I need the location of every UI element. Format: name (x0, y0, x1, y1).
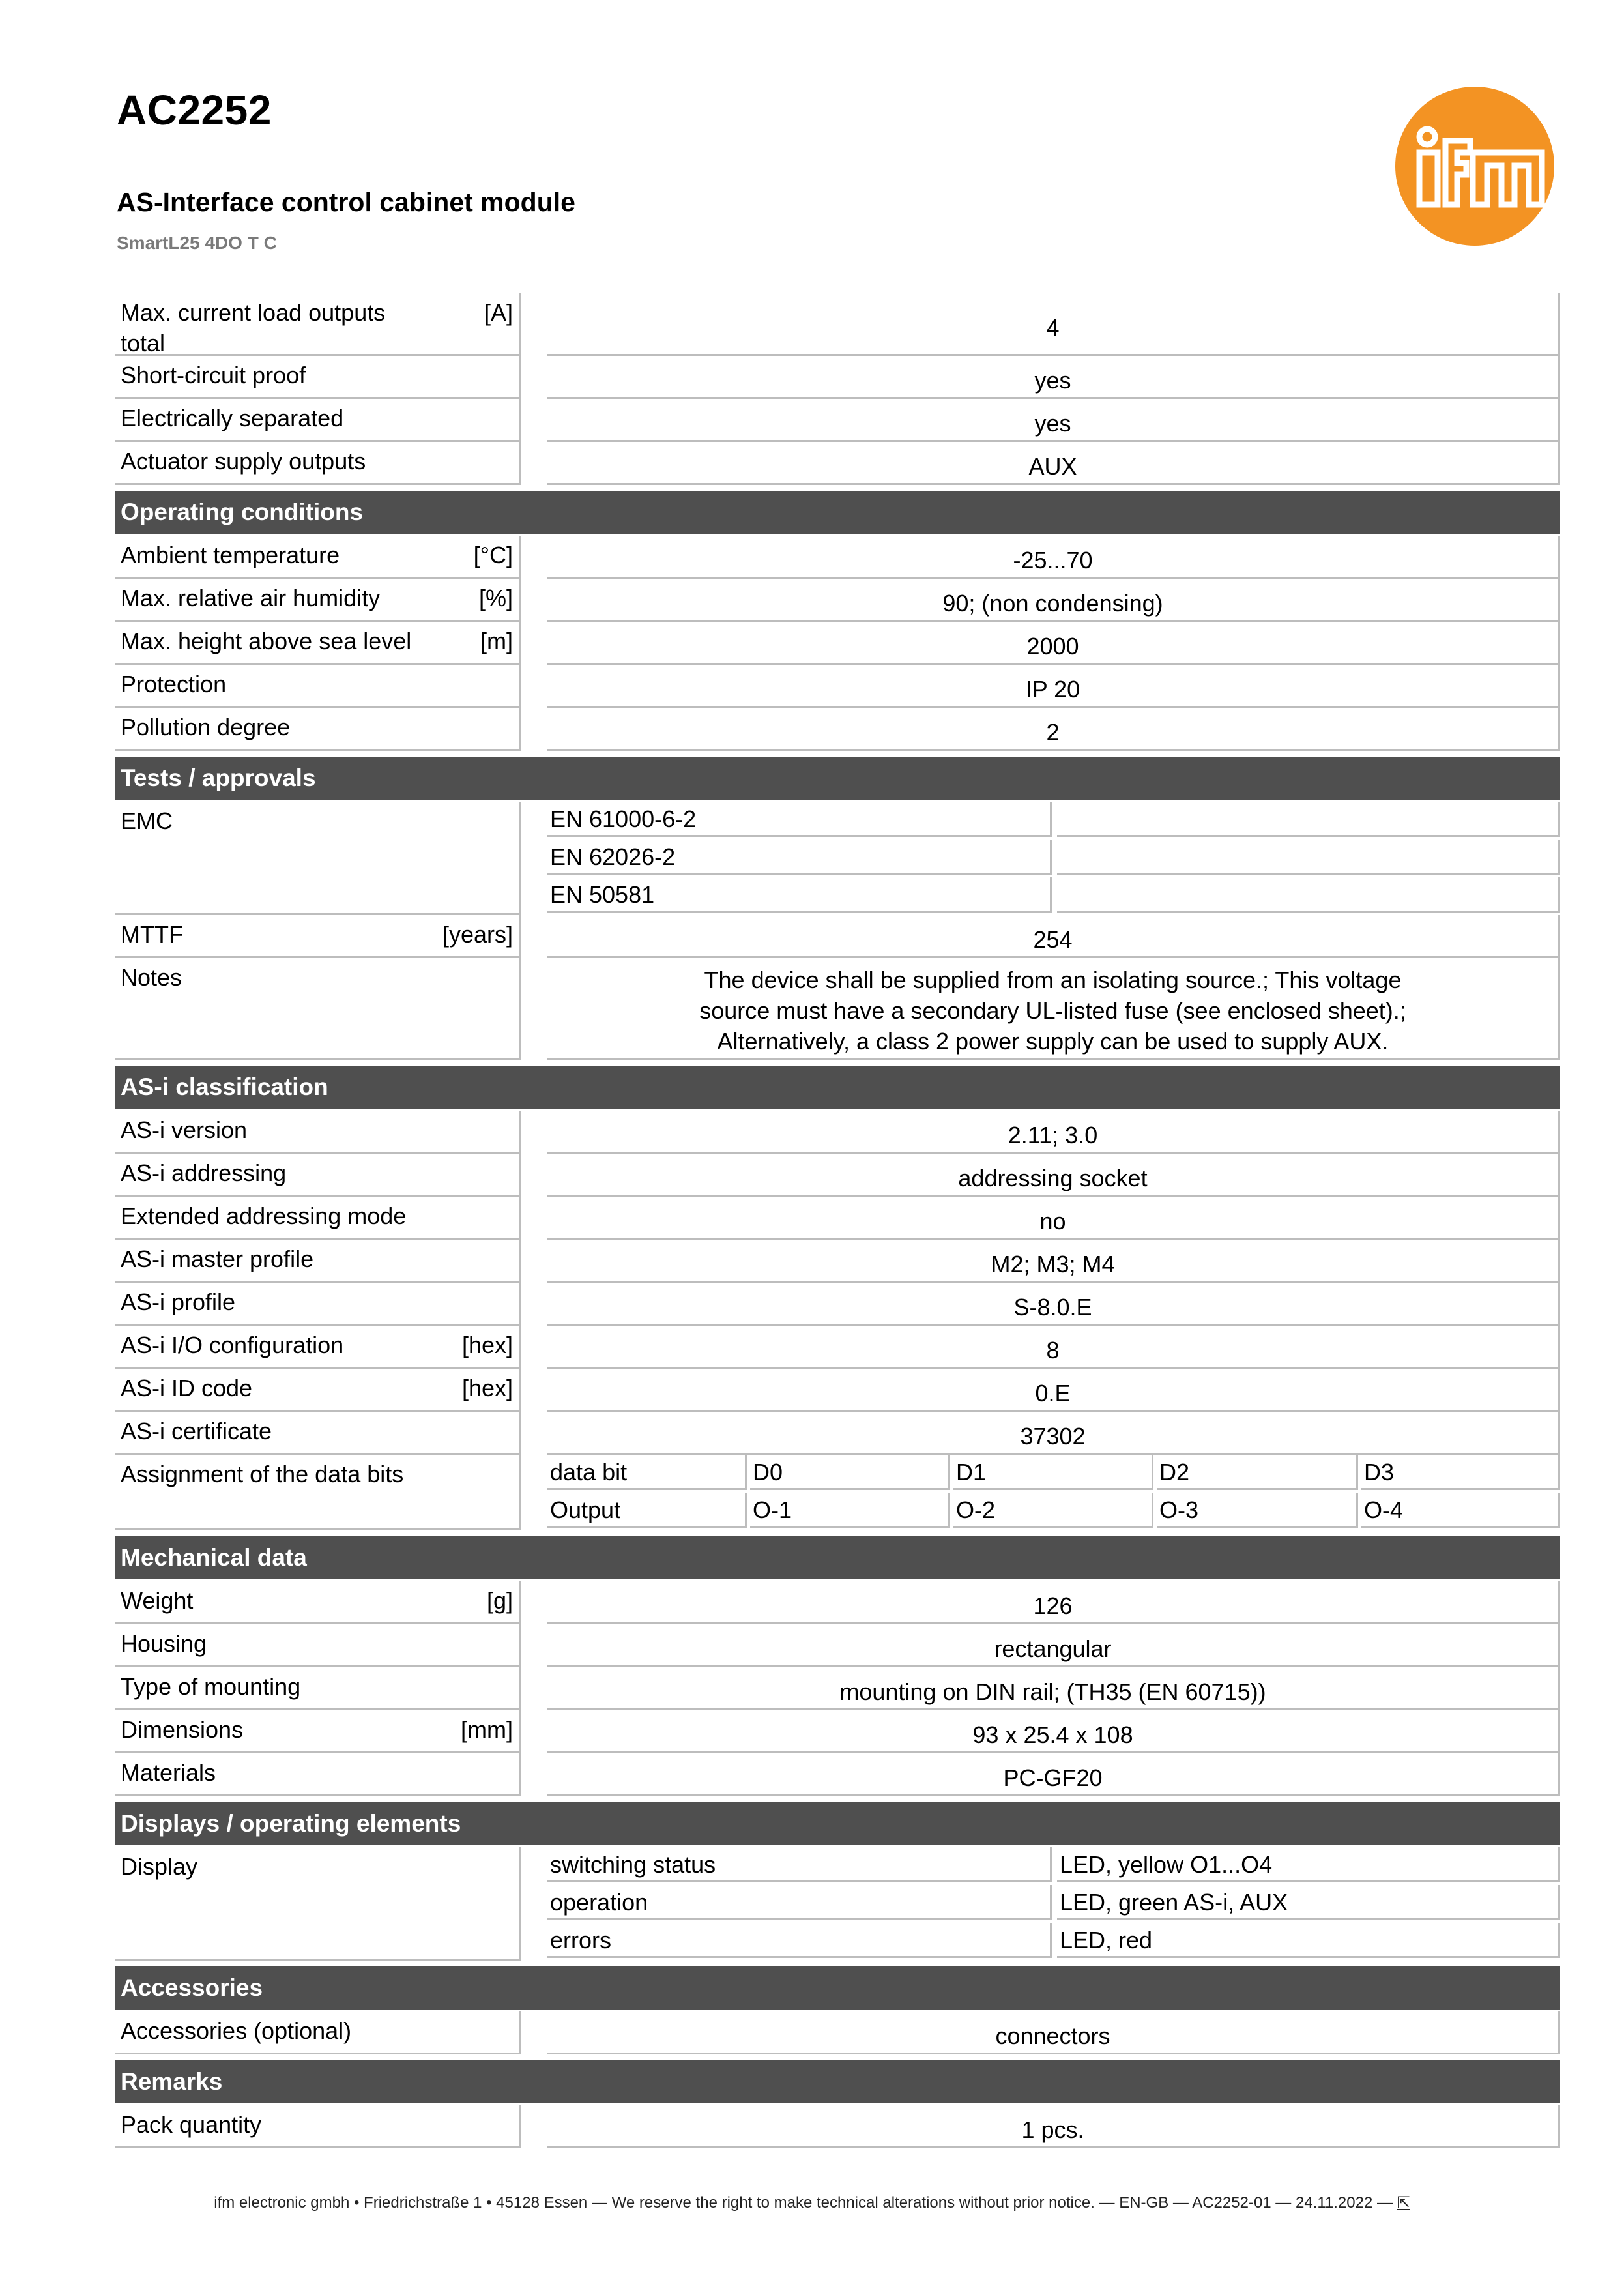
spec-row-actuator-supply (115, 442, 1560, 485)
section-heading-accessories: Accessories (115, 1966, 1560, 2010)
spec-value: -25...70 (547, 536, 1560, 579)
spec-unit: [hex] (461, 1375, 513, 1401)
spec-row-asi-master-profile (115, 1240, 1560, 1283)
spec-label: Assignment of the data bits (121, 1461, 404, 1487)
spec-label: AS-i master profile (121, 1246, 314, 1272)
spec-row-short-circuit (115, 356, 1560, 399)
spec-value: no (547, 1197, 1560, 1240)
spec-unit: [%] (478, 585, 513, 611)
footer-text: ifm electronic gmbh • Friedrichstraße 1 • 45128 Essen — We reserve the right to make technical alterations without prior notice. — EN-GB — AC2252-01 — 24.11.2022 — (214, 2194, 1393, 2212)
product-code: AC2252 (117, 87, 272, 134)
spec-value: yes (547, 356, 1560, 399)
section-heading-displays: Displays / operating elements (115, 1802, 1560, 1845)
data-bits-cell: D2 (1157, 1455, 1358, 1490)
spec-unit: [years] (442, 921, 513, 948)
spec-value: PC-GF20 (547, 1753, 1560, 1796)
data-bits-cell: O-4 (1361, 1493, 1560, 1528)
spec-label: Max. height above sea level (121, 628, 412, 654)
spec-value: 37302 (547, 1412, 1560, 1455)
spec-row-weight (115, 1581, 1560, 1624)
data-bits-cell: O-1 (750, 1493, 950, 1528)
spec-label: AS-i addressing (121, 1160, 287, 1186)
spec-label: Actuator supply outputs (121, 448, 366, 475)
spec-value: addressing socket (547, 1154, 1560, 1197)
spec-row-extended-addressing (115, 1197, 1560, 1240)
spec-unit: [A] (484, 299, 513, 326)
spec-unit: [m] (480, 628, 513, 654)
section-heading-operating-conditions: Operating conditions (115, 491, 1560, 534)
notes-text (547, 958, 1560, 1060)
spec-label: EMC (121, 808, 173, 834)
spec-table (115, 293, 1560, 2148)
spec-label: Dimensions (121, 1716, 244, 1743)
spec-label: Accessories (optional) (121, 2017, 352, 2044)
display-function: errors (547, 1923, 1052, 1958)
spec-row-asi-version (115, 1111, 1560, 1154)
spec-value: 126 (547, 1581, 1560, 1624)
spec-row-emc (115, 802, 1560, 915)
spec-row-max-current (115, 293, 1560, 356)
spec-row-pack-quantity (115, 2105, 1560, 2148)
spec-value: 254 (547, 915, 1560, 958)
spec-label: Protection (121, 671, 227, 697)
product-variant: SmartL25 4DO T C (117, 233, 277, 253)
emc-empty-cell (1057, 877, 1560, 913)
spec-label: AS-i I/O configuration (121, 1332, 344, 1358)
spec-value: connectors (547, 2011, 1560, 2054)
spec-row-mttf (115, 915, 1560, 958)
spec-label: Display (121, 1853, 198, 1880)
spec-value: S-8.0.E (547, 1283, 1560, 1326)
spec-label: Materials (121, 1759, 216, 1786)
spec-row-type-of-mounting (115, 1667, 1560, 1710)
page-footer (0, 2193, 1624, 2212)
data-bits-cell: data bit (547, 1455, 747, 1490)
spec-label: AS-i ID code (121, 1375, 253, 1401)
spec-value: rectangular (547, 1624, 1560, 1667)
section-heading-asi-classification: AS-i classification (115, 1066, 1560, 1109)
data-bits-cell: Output (547, 1493, 747, 1528)
spec-label: Max. relative air humidity (121, 585, 381, 611)
emc-standard: EN 61000-6-2 (547, 802, 1052, 837)
spec-value: AUX (547, 442, 1560, 485)
spec-label: AS-i profile (121, 1289, 236, 1315)
spec-row-accessories (115, 2011, 1560, 2054)
spec-label: AS-i version (121, 1117, 248, 1143)
display-function: switching status (547, 1847, 1052, 1882)
display-indicator: LED, green AS-i, AUX (1057, 1885, 1560, 1920)
spec-value: M2; M3; M4 (547, 1240, 1560, 1283)
spec-label: Pack quantity (121, 2111, 262, 2138)
data-bits-cell: D0 (750, 1455, 950, 1490)
spec-row-display (115, 1847, 1560, 1961)
spec-row-height-above-sea-level (115, 622, 1560, 665)
section-heading-remarks: Remarks (115, 2060, 1560, 2103)
spec-value: 0.E (547, 1369, 1560, 1412)
spec-label: Type of mounting (121, 1673, 301, 1700)
spec-row-asi-profile (115, 1283, 1560, 1326)
spec-label: Extended addressing mode (121, 1203, 407, 1229)
notes-line: Alternatively, a class 2 power supply can be used to supply AUX. (717, 1028, 1389, 1055)
data-bits-cell: O-3 (1157, 1493, 1358, 1528)
spec-label: Notes (121, 964, 182, 991)
spec-value: 1 pcs. (547, 2105, 1560, 2148)
spec-row-asi-id-code (115, 1369, 1560, 1412)
notes-line: The device shall be supplied from an isolating source.; This voltage (704, 967, 1402, 993)
spec-row-asi-io-configuration (115, 1326, 1560, 1369)
spec-row-data-bits (115, 1455, 1560, 1530)
spec-row-electrically-separated (115, 399, 1560, 442)
spec-value: 93 x 25.4 x 108 (547, 1710, 1560, 1753)
spec-label: Housing (121, 1630, 207, 1657)
emc-standard: EN 62026-2 (547, 840, 1052, 875)
spec-row-asi-certificate (115, 1412, 1560, 1455)
spec-value: 8 (547, 1326, 1560, 1369)
emc-empty-cell (1057, 802, 1560, 837)
spec-value: 2 (547, 708, 1560, 751)
spec-value: IP 20 (547, 665, 1560, 708)
spec-row-protection (115, 665, 1560, 708)
spec-label: Electrically separated (121, 405, 344, 431)
spec-value: yes (547, 399, 1560, 442)
spec-label: MTTF (121, 921, 183, 948)
spec-label: AS-i certificate (121, 1418, 272, 1444)
spec-row-pollution-degree (115, 708, 1560, 751)
spec-unit: [hex] (461, 1332, 513, 1358)
spec-label: Ambient temperature (121, 542, 340, 568)
spec-value: 90; (non condensing) (547, 579, 1560, 622)
spec-row-materials (115, 1753, 1560, 1796)
spec-label: Weight (121, 1587, 194, 1614)
spec-value: 2.11; 3.0 (547, 1111, 1560, 1154)
spec-row-dimensions (115, 1710, 1560, 1753)
display-indicator: LED, red (1057, 1923, 1560, 1958)
ifm-logo-icon (1393, 85, 1556, 248)
emc-empty-cell (1057, 840, 1560, 875)
notes-line: source must have a secondary UL-listed fuse (see enclosed sheet).; (699, 997, 1406, 1024)
product-title: AS-Interface control cabinet module (117, 187, 575, 217)
spec-unit: [mm] (461, 1716, 513, 1743)
spec-value: 2000 (547, 622, 1560, 665)
data-bits-cell: D3 (1361, 1455, 1560, 1490)
spec-label: Short-circuit proof (121, 362, 306, 388)
spec-value: mounting on DIN rail; (TH35 (EN 60715)) (547, 1667, 1560, 1710)
section-heading-tests-approvals: Tests / approvals (115, 757, 1560, 800)
display-function: operation (547, 1885, 1052, 1920)
spec-label: Pollution degree (121, 714, 291, 740)
section-heading-mechanical-data: Mechanical data (115, 1536, 1560, 1579)
new-window-icon: ⇱ (1397, 2194, 1410, 2212)
spec-value: 4 (547, 293, 1560, 356)
spec-row-housing (115, 1624, 1560, 1667)
spec-label: Max. current load outputs total (121, 299, 386, 357)
spec-row-humidity (115, 579, 1560, 622)
spec-unit: [g] (486, 1587, 513, 1614)
emc-standard: EN 50581 (547, 877, 1052, 913)
spec-row-notes (115, 958, 1560, 1060)
spec-unit: [°C] (473, 542, 513, 568)
data-bits-cell: D1 (953, 1455, 1153, 1490)
display-indicator: LED, yellow O1...O4 (1057, 1847, 1560, 1882)
spec-row-asi-addressing (115, 1154, 1560, 1197)
spec-row-ambient-temperature (115, 536, 1560, 579)
data-bits-cell: O-2 (953, 1493, 1153, 1528)
